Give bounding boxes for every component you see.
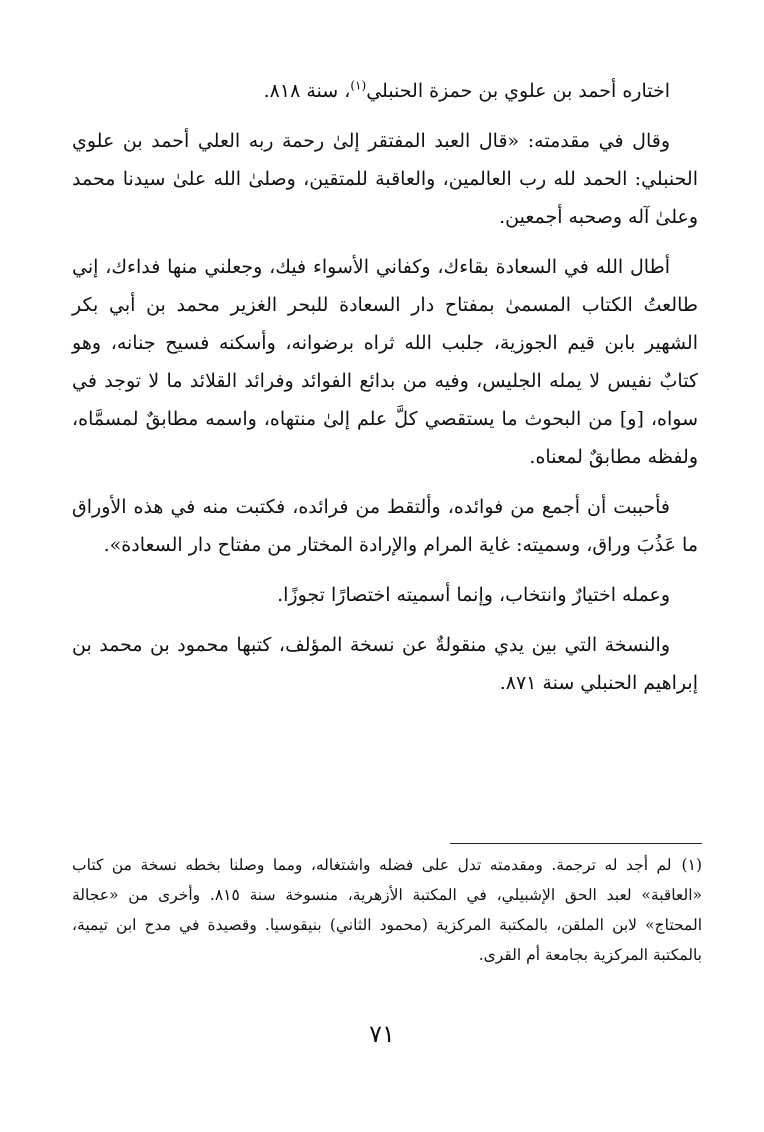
paragraph-3: أطال الله في السعادة بقاءك، وكفاني الأسواء فيك، وجعلني منها فداءك، إني طالعتُ الكتاب المسمىٰ بمفتاح دار السعادة للبحر الغزير محمد بن أبي بكر الشهير بابن قيم الجوزية، جلبب الله ثراه برضوانه، وأسكنه فسيح جنانه، وهو كتابٌ نفيس لا يمله الجليس، وفيه من بدائع الفوائد وفرائد القلائد ما لا توجد في سواه، [و] من البحوث ما يستقصي كلَّ علم إلىٰ منتهاه، واسمه مطابقٌ لمسمَّاه، ولفظه مطابقٌ لمعناه.	[72, 256, 698, 468]
main-text	[72, 72, 698, 714]
footnote-marker: (١)	[681, 856, 702, 874]
paragraph-1	[72, 72, 698, 110]
paragraph-4: فأحببت أن أجمع من فوائده، وألتقط من فرائده، فكتبت منه في هذه الأوراق ما عَذُبَ وراق، وسميته: غاية المرام والإرادة المختار من مفتاح دار السعادة».	[72, 496, 698, 556]
paragraph-6: والنسخة التي بين يدي منقولةٌ عن نسخة المؤلف، كتبها محمود بن محمد بن إبراهيم الحنبلي سنة ٨٧١.	[72, 634, 698, 694]
footnote	[72, 850, 702, 970]
footnote-divider	[450, 843, 702, 844]
footnote-reference[interactable]: (١)	[350, 78, 367, 93]
paragraph-1-tail: ، سنة ٨١٨.	[263, 80, 351, 102]
page-number: ٧١	[369, 1020, 395, 1048]
paragraph-2: وقال في مقدمته: «قال العبد المفتقر إلىٰ رحمة ربه العلي أحمد بن علوي الحنبلي: الحمد لله رب العالمين، والعاقبة للمتقين، وصلىٰ الله علىٰ سيدنا محمد وعلىٰ آله وصحبه أجمعين.	[72, 130, 698, 228]
footnote-text: لم أجد له ترجمة. ومقدمته تدل على فضله واشتغاله، ومما وصلنا بخطه نسخة من كتاب «العاقبة» لعبد الحق الإشبيلي، في المكتبة الأزهرية، منسوخة سنة ٨١٥. وأخرى من «عجالة المحتاج» لابن الملقن، بالمكتبة المركزية (محمود الثاني) بنيقوسيا. وقصيدة في مدح ابن تيمية، بالمكتبة المركزية بجامعة أم القرى.	[72, 856, 702, 964]
paragraph-5: وعمله اختيارٌ وانتخاب، وإنما أسميته اختصارًا تجوزًا.	[277, 584, 670, 606]
paragraph-1-text: اختاره أحمد بن علوي بن حمزة الحنبلي	[366, 80, 670, 102]
